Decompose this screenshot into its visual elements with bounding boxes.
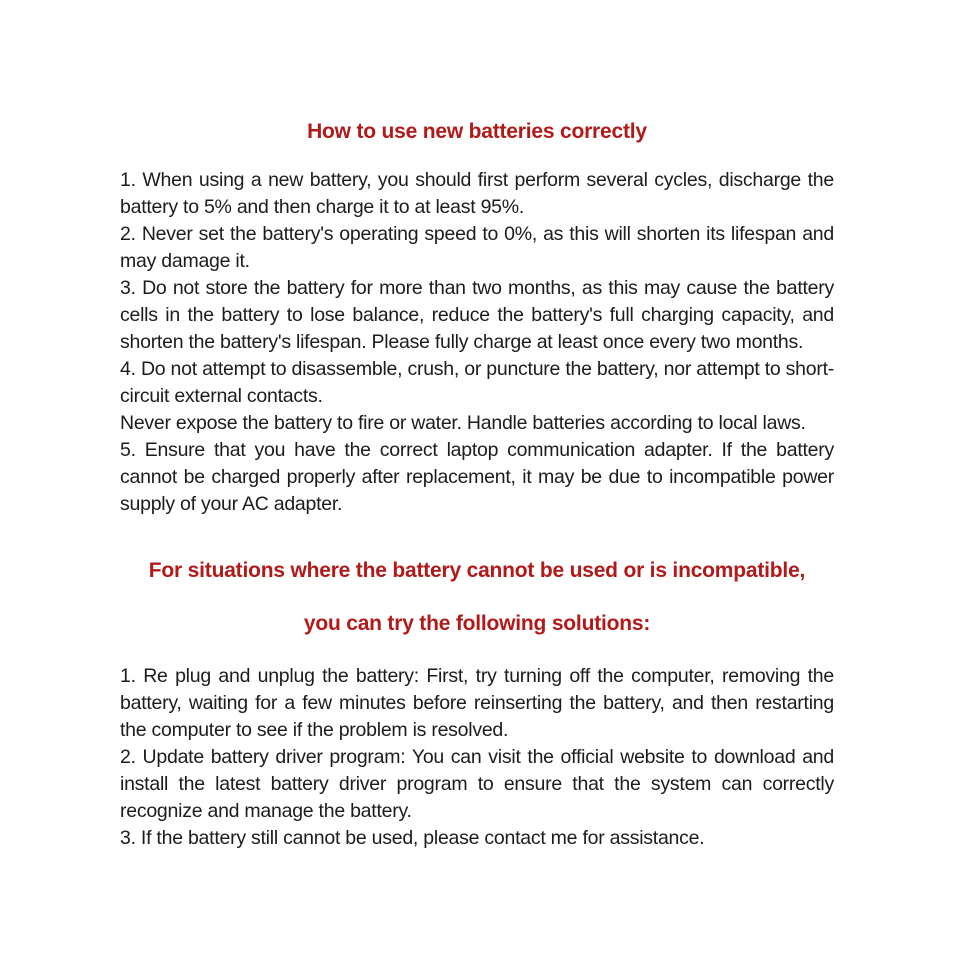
usage-instructions-list [120,167,834,518]
usage-item-4: 4. Do not attempt to disassemble, crush, or puncture the battery, nor attempt to short-circuit external contacts. [120,358,834,407]
usage-item-1: 1. When using a new battery, you should first perform several cycles, discharge the battery to 5% and then charge it to at least 95%. [120,169,834,218]
usage-item-2: 2. Never set the battery's operating speed to 0%, as this will shorten its lifespan and may damage it. [120,223,834,272]
usage-item-3: 3. Do not store the battery for more than two months, as this may cause the battery cells in the battery to lose balance, reduce the battery's full charging capacity, and shorten the battery's lifespan. Please fully charge at least once every two months. [120,277,834,353]
solutions-section-title-line1: For situations where the battery cannot be used or is incompatible, [148,559,806,582]
solutions-section-title-line2: you can try the following solutions: [303,612,651,635]
usage-section-title: How to use new batteries correctly [307,120,647,143]
solution-item-3: 3. If the battery still cannot be used, please contact me for assistance. [120,827,705,849]
usage-item-5: 5. Ensure that you have the correct laptop communication adapter. If the battery cannot be charged properly after replacement, it may be due to incompatible power supply of your AC adapter. [120,439,834,515]
usage-safety-note: Never expose the battery to fire or water. Handle batteries according to local laws. [120,412,806,434]
solution-item-2: 2. Update battery driver program: You can visit the official website to download and install the latest battery driver program to ensure that the system can correctly recognize and manage the battery. [120,746,834,822]
solutions-list [120,663,834,852]
document-content [120,118,834,852]
solution-item-1: 1. Re plug and unplug the battery: First, try turning off the computer, removing the battery, waiting for a few minutes before reinserting the battery, and then restarting the computer to see if the problem is resolved. [120,665,834,741]
